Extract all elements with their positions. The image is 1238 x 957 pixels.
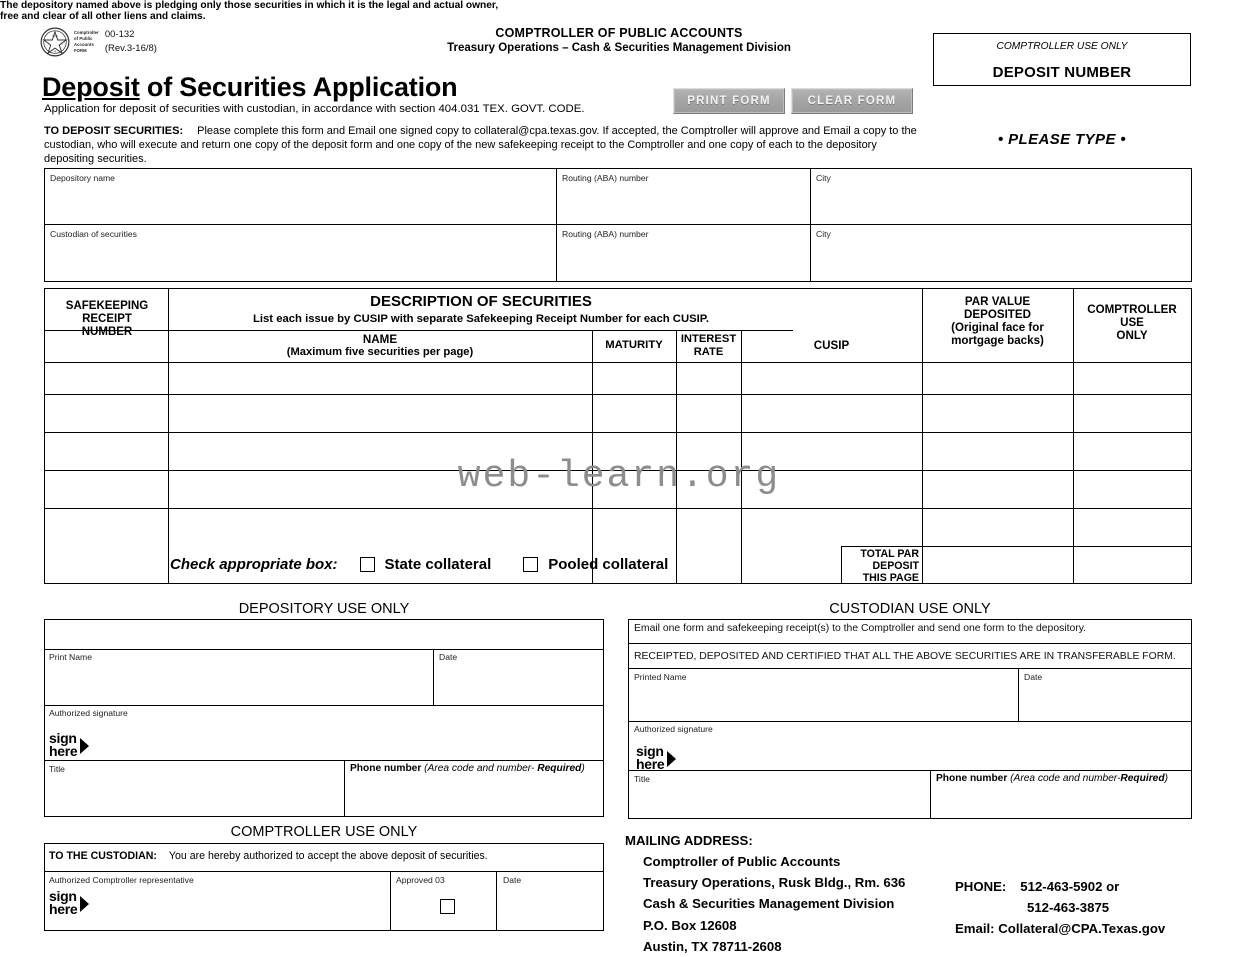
header-comptroller-l3: ONLY <box>1116 328 1148 342</box>
custodian-email-note: Email one form and safekeeping receipt(s) to the Comptroller and send one form to the depository. <box>634 623 1087 634</box>
table-row[interactable] <box>678 509 739 545</box>
custodian-phone-close: ) <box>1164 773 1168 784</box>
table-row[interactable] <box>743 471 920 507</box>
custodian-city-label: City <box>816 229 831 239</box>
table-row[interactable] <box>1075 395 1189 431</box>
custodian-printed-name-input[interactable] <box>630 684 1017 720</box>
custodian-phone-divider <box>930 771 931 818</box>
depository-authorized-signature-label: Authorized signature <box>49 708 128 718</box>
svg-text:A: A <box>53 48 57 53</box>
table-row[interactable] <box>1075 363 1189 393</box>
custodian-divider-3 <box>629 721 1191 722</box>
header-safekeeping-receipt-number <box>48 300 166 339</box>
depository-divider-1 <box>45 649 603 650</box>
total-par-l2: DEPOSIT <box>872 559 919 572</box>
deposit-box-use-only-label: COMPTROLLER USE ONLY <box>996 41 1128 52</box>
depository-date-label: Date <box>439 652 458 662</box>
comptroller-sign-l1: sign <box>49 888 77 904</box>
page-title-underlined: Deposit <box>42 72 140 102</box>
mailing-line-2: Treasury Operations, Rusk Bldg., Rm. 636 <box>643 875 906 891</box>
custodian-phone-label <box>936 773 1168 784</box>
comptroller-rep-label: Authorized Comptroller representative <box>49 875 194 885</box>
table-row[interactable] <box>924 395 1071 431</box>
custodian-title-label: Title <box>634 774 650 784</box>
svg-text:S: S <box>47 41 50 46</box>
depository-city-label: City <box>816 173 831 183</box>
table-row[interactable] <box>170 509 590 545</box>
comptroller-rep-signature-input[interactable] <box>160 882 388 928</box>
comptroller-date-input[interactable] <box>498 886 602 929</box>
col-divider-maturity <box>592 331 593 583</box>
parties-row-divider <box>45 224 1191 225</box>
sign-here-arrow-icon <box>80 896 89 912</box>
header-interest-rate <box>677 333 740 358</box>
deposit-instructions <box>44 124 924 166</box>
depository-print-name-input[interactable] <box>46 663 432 704</box>
table-row[interactable] <box>170 471 590 507</box>
depository-divider-3 <box>45 760 603 761</box>
custodian-receipted-statement: RECEIPTED, DEPOSITED AND CERTIFIED THAT ALL THE ABOVE SECURITIES ARE IN TRANSFERABLE FORM. <box>634 651 1176 662</box>
deposit-number-box <box>933 33 1191 86</box>
parties-col-divider-1 <box>556 169 557 281</box>
agency-seal-block <box>40 27 157 57</box>
custodian-phone-bold: Phone number <box>936 773 1011 784</box>
mailing-address-block <box>625 830 905 957</box>
table-row[interactable] <box>1075 471 1189 507</box>
header-comptroller-use-only <box>1075 303 1189 342</box>
custodian-name-input[interactable] <box>46 240 554 279</box>
header-interest-l1: INTEREST <box>680 333 737 345</box>
comptroller-sign-here-marker <box>49 890 89 917</box>
col-divider-cusip <box>741 331 742 583</box>
print-form-button[interactable]: PRINT FORM <box>673 88 785 114</box>
state-collateral-label: State collateral <box>384 556 492 573</box>
total-par-l1: TOTAL PAR <box>860 548 919 560</box>
header-name: NAME <box>362 333 398 346</box>
table-row[interactable] <box>743 395 920 431</box>
page-title <box>42 72 457 103</box>
header-par-l1: PAR VALUE <box>964 295 1031 308</box>
seal-caption-line-1: Comptroller <box>74 29 99 35</box>
comptroller-section-caption: COMPTROLLER USE ONLY <box>230 824 418 840</box>
depository-date-divider <box>433 650 434 705</box>
depository-divider-2 <box>45 705 603 706</box>
depository-statement-l2: free and clear of all other liens and claims. <box>0 11 206 22</box>
table-row[interactable] <box>743 363 920 393</box>
depository-name-label: Depository name <box>50 173 115 183</box>
svg-text:X: X <box>60 41 63 46</box>
custodian-date-input[interactable] <box>1020 684 1190 720</box>
phone-label: PHONE: <box>955 879 1007 894</box>
deposit-number-label: DEPOSIT NUMBER <box>992 64 1132 81</box>
table-row[interactable] <box>1075 509 1189 545</box>
table-row[interactable] <box>1075 433 1189 469</box>
table-row[interactable] <box>594 471 674 507</box>
custodian-phone-required: Required <box>1120 773 1165 784</box>
total-par-deposit-label <box>843 549 919 585</box>
table-row[interactable] <box>678 395 739 431</box>
phone-row <box>955 876 1165 897</box>
custodian-sign-l2: here <box>636 756 665 773</box>
seal-caption-line-3: Accounts <box>74 42 94 47</box>
sign-here-arrow-icon <box>667 751 676 767</box>
deposit-instructions-label: TO DEPOSIT SECURITIES: <box>44 125 184 137</box>
page-title-rest: of Securities Application <box>139 72 458 102</box>
depository-city-input[interactable] <box>812 184 1189 222</box>
phone-number-2: 512-463-3875 <box>1027 900 1110 916</box>
header-safekeeping-l2: RECEIPT <box>82 312 132 325</box>
table-row[interactable] <box>924 363 1071 393</box>
seal-caption <box>74 30 101 54</box>
header-name-subtitle: (Maximum five securities per page) <box>286 346 474 358</box>
depository-sign-l2: here <box>49 743 78 760</box>
custodian-phone-input[interactable] <box>932 788 1190 817</box>
custodian-city-input[interactable] <box>812 240 1189 279</box>
mailing-line-3: Cash & Securities Management Division <box>643 896 895 912</box>
depository-phone-label <box>350 763 585 774</box>
depository-signature-input[interactable] <box>160 720 602 759</box>
contact-block <box>955 876 1165 939</box>
deposit-instructions-text: Please complete this form and Email one signed copy to collateral@cpa.texas.gov. If accepted, the Comptroller will approve and Email a copy to the custodian, who will execute and return one copy of the deposit form and one copy of the new safekeeping receipt to the Comptroller and one copy of each to the depository depositing securities. <box>44 125 917 166</box>
to-the-custodian-text: You are hereby authorized to accept the above deposit of securities. <box>168 850 488 862</box>
division-name: Treasury Operations – Cash & Securities Management Division <box>447 42 791 54</box>
collateral-type-row <box>170 556 690 573</box>
custodian-title-input[interactable] <box>630 785 929 817</box>
header-description-of-securities: DESCRIPTION OF SECURITIES <box>370 293 592 310</box>
table-row[interactable] <box>594 433 674 469</box>
col-divider-interest <box>676 331 677 583</box>
custodian-divider-2 <box>629 668 1191 669</box>
depository-routing-input[interactable] <box>558 184 808 222</box>
comptroller-sign-l2: here <box>49 901 78 918</box>
seal-caption-line-4: FORM <box>74 48 87 54</box>
mailing-line-4: P.O. Box 12608 <box>643 917 737 933</box>
comptroller-date-divider <box>496 872 497 930</box>
header-maturity: MATURITY <box>605 339 663 351</box>
mailing-line-5: Austin, TX 78711-2608 <box>643 938 782 954</box>
custodian-divider-1 <box>629 643 1191 644</box>
depository-statement <box>0 0 548 22</box>
custodian-routing-input[interactable] <box>558 240 808 279</box>
please-type-note: • PLEASE TYPE • <box>997 131 1127 148</box>
watermark: web-learn.org <box>457 455 781 498</box>
depository-phone-italic: (Area code and number- <box>424 763 538 774</box>
seal-caption-line-2: of Public <box>74 35 93 41</box>
custodian-phone-italic: (Area code and number- <box>1010 773 1121 784</box>
comptroller-date-label: Date <box>503 875 522 885</box>
custodian-section-caption: CUSTODIAN USE ONLY <box>829 601 991 617</box>
comptroller-approved-divider <box>390 872 391 930</box>
table-row[interactable] <box>924 509 1071 545</box>
header-comptroller-l1: COMPTROLLER <box>1087 303 1177 316</box>
header-par-value-deposited <box>924 295 1071 347</box>
custodian-divider-4 <box>629 770 1191 771</box>
form-revision: (Rev.3-16/8) <box>104 43 157 54</box>
table-row[interactable] <box>594 395 674 431</box>
depository-sign-l1: sign <box>49 730 77 746</box>
table-row[interactable] <box>594 509 674 545</box>
custodian-sign-l1: sign <box>636 743 664 759</box>
depository-phone-close: ) <box>581 763 585 774</box>
header-description-subtitle: List each issue by CUSIP with separate Safekeeping Receipt Number for each CUSIP. <box>252 313 709 325</box>
custodian-routing-label: Routing (ABA) number <box>562 229 649 239</box>
to-the-custodian-label: TO THE CUSTODIAN: <box>49 850 157 862</box>
approved-03-label: Approved 03 <box>396 875 445 885</box>
pooled-collateral-label: Pooled collateral <box>548 556 669 573</box>
to-the-custodian-line <box>49 850 488 862</box>
table-row[interactable] <box>924 471 1071 507</box>
sign-here-arrow-icon <box>80 738 89 754</box>
table-row[interactable] <box>46 433 167 469</box>
custodian-signature-input[interactable] <box>745 734 1190 769</box>
total-par-l3: THIS PAGE <box>862 571 919 584</box>
texas-star-seal-icon <box>40 27 70 57</box>
table-row[interactable] <box>678 433 739 469</box>
collateral-prompt: Check appropriate box: <box>170 556 338 573</box>
header-safekeeping-l1: SAFEKEEPING <box>65 300 149 312</box>
page-subtitle: Application for deposit of securities with custodian, in accordance with section 404.031 TEX. GOVT. CODE. <box>44 103 585 115</box>
table-row[interactable] <box>743 433 920 469</box>
header-par-l4: mortgage backs) <box>951 333 1044 347</box>
table-row[interactable] <box>46 363 167 393</box>
depository-title-input[interactable] <box>46 775 343 815</box>
table-row[interactable] <box>46 395 167 431</box>
depository-print-name-label: Print Name <box>49 652 92 662</box>
table-row[interactable] <box>170 433 590 469</box>
depository-sign-here-marker <box>49 732 89 759</box>
depository-phone-required: Required <box>537 763 582 774</box>
table-row[interactable] <box>678 471 739 507</box>
table-row[interactable] <box>743 509 920 545</box>
custodian-printed-name-label: Printed Name <box>634 672 687 682</box>
custodian-date-divider <box>1018 669 1019 721</box>
table-row[interactable] <box>924 433 1071 469</box>
depository-routing-label: Routing (ABA) number <box>562 173 649 183</box>
header-par-l3: (Original face for <box>951 320 1044 334</box>
depository-date-input[interactable] <box>435 663 602 704</box>
mailing-heading: MAILING ADDRESS: <box>625 833 753 848</box>
total-par-deposit-value[interactable] <box>924 548 1071 582</box>
depository-name-input[interactable] <box>46 184 554 222</box>
header-interest-l2: RATE <box>693 345 724 358</box>
depository-title-label: Title <box>49 764 65 774</box>
table-row[interactable] <box>594 363 674 393</box>
agency-name: COMPTROLLER OF PUBLIC ACCOUNTS <box>495 26 743 40</box>
depository-phone-input[interactable] <box>346 778 602 815</box>
custodian-date-label: Date <box>1024 672 1043 682</box>
table-row[interactable] <box>46 471 167 507</box>
header-safekeeping-l3: NUMBER <box>81 325 133 338</box>
depository-phone-divider <box>344 761 345 816</box>
table-row[interactable] <box>46 509 167 545</box>
header-comptroller-l2: USE <box>1120 315 1144 329</box>
phone-number-1: 512-463-5902 or <box>1020 879 1120 894</box>
custodian-sign-here-marker <box>636 745 676 772</box>
depository-phone-bold: Phone number <box>350 763 425 774</box>
pooled-collateral-checkbox[interactable] <box>523 557 538 572</box>
svg-text:TEX: TEX <box>52 33 58 38</box>
table-row[interactable] <box>678 363 739 393</box>
mailing-line-1: Comptroller of Public Accounts <box>643 854 841 870</box>
custodian-name-label: Custodian of securities <box>50 229 137 239</box>
comptroller-divider-1 <box>45 871 603 872</box>
table-row[interactable] <box>170 395 590 431</box>
form-number: 00-132 <box>104 29 135 41</box>
header-cusip: CUSIP <box>813 339 850 352</box>
header-par-l2: DEPOSITED <box>964 307 1031 321</box>
parties-col-divider-2 <box>810 169 811 281</box>
custodian-authorized-signature-label: Authorized signature <box>634 724 713 734</box>
form-number-block <box>105 28 157 56</box>
approved-checkbox[interactable] <box>440 899 455 914</box>
depository-section-caption: DEPOSITORY USE ONLY <box>238 601 410 617</box>
contact-email: Email: Collateral@CPA.Texas.gov <box>955 921 1166 937</box>
clear-form-button[interactable]: CLEAR FORM <box>791 88 913 114</box>
table-row[interactable] <box>170 363 590 393</box>
state-collateral-checkbox[interactable] <box>360 557 375 572</box>
depository-statement-l1: The depository named above is pledging only those securities in which it is the legal and actual owner, <box>0 0 499 11</box>
